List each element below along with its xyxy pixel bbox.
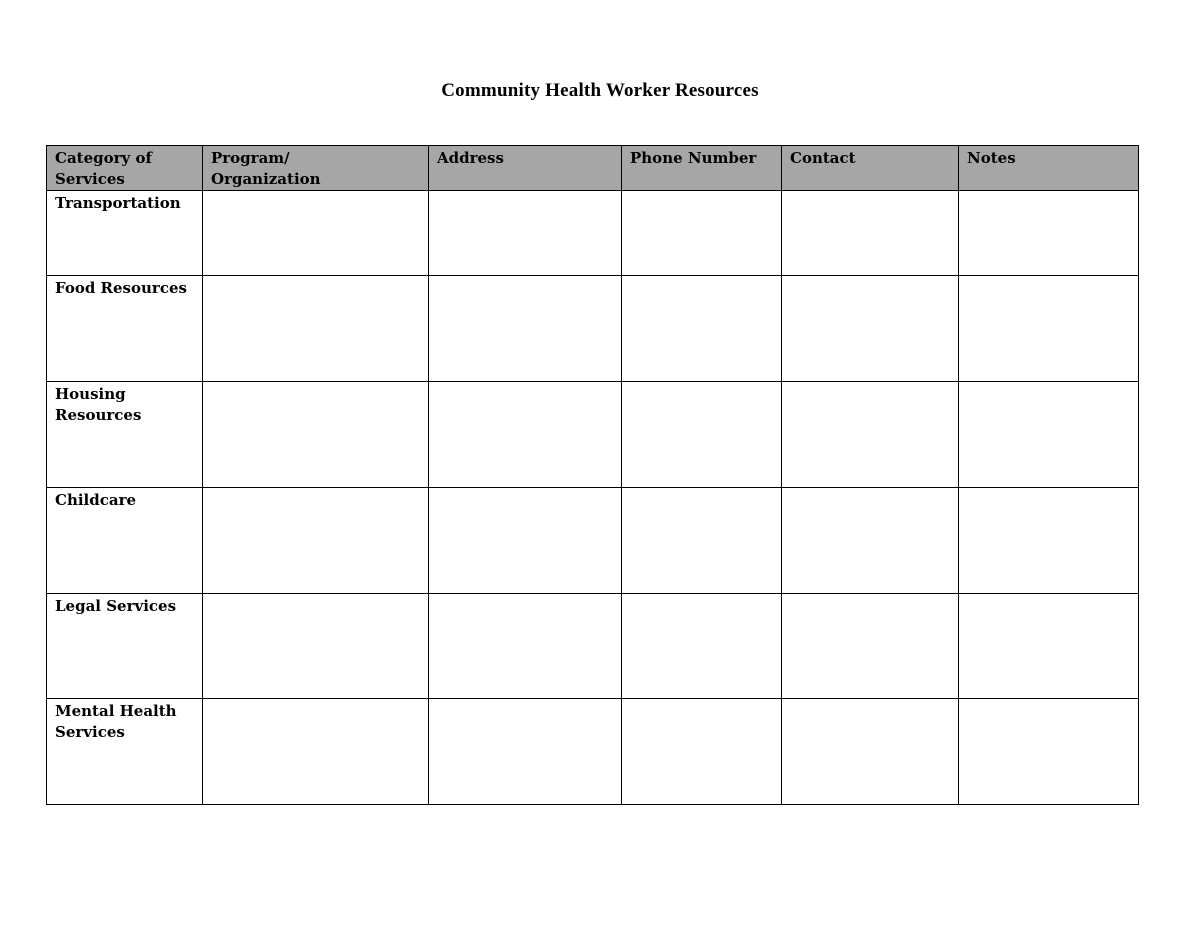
header-text-line: Address — [437, 149, 504, 167]
notes-cell[interactable] — [959, 488, 1139, 594]
table-row — [47, 191, 1139, 276]
contact-cell[interactable] — [782, 594, 959, 699]
header-text-line: Notes — [967, 149, 1016, 167]
header-address — [429, 146, 622, 191]
category-label: Legal Services — [55, 597, 177, 615]
phone-cell[interactable] — [622, 191, 782, 276]
contact-cell[interactable] — [782, 699, 959, 805]
program-cell[interactable] — [203, 699, 429, 805]
program-cell[interactable] — [203, 191, 429, 276]
category-label: Mental Health — [55, 702, 177, 720]
header-text-line: Organization — [211, 170, 321, 188]
category-cell — [47, 594, 203, 699]
category-label: Childcare — [55, 491, 137, 509]
category-cell — [47, 276, 203, 382]
table-row — [47, 276, 1139, 382]
header-text-line: Category of — [55, 149, 152, 167]
table-header-row — [47, 146, 1139, 191]
table-row — [47, 699, 1139, 805]
contact-cell[interactable] — [782, 488, 959, 594]
category-cell — [47, 382, 203, 488]
table-row — [47, 382, 1139, 488]
header-phone-number — [622, 146, 782, 191]
address-cell[interactable] — [429, 382, 622, 488]
category-label-line2: Services — [55, 723, 125, 741]
resources-table — [46, 145, 1139, 805]
notes-cell[interactable] — [959, 594, 1139, 699]
address-cell[interactable] — [429, 276, 622, 382]
phone-cell[interactable] — [622, 699, 782, 805]
notes-cell[interactable] — [959, 191, 1139, 276]
category-cell — [47, 699, 203, 805]
program-cell[interactable] — [203, 488, 429, 594]
notes-cell[interactable] — [959, 699, 1139, 805]
notes-cell[interactable] — [959, 382, 1139, 488]
category-label: Transportation — [55, 194, 181, 212]
header-notes — [959, 146, 1139, 191]
header-text-line: Contact — [790, 149, 856, 167]
category-cell — [47, 191, 203, 276]
category-cell — [47, 488, 203, 594]
header-text-line: Program/ — [211, 149, 290, 167]
phone-cell[interactable] — [622, 276, 782, 382]
table-row — [47, 594, 1139, 699]
header-program-organization — [203, 146, 429, 191]
program-cell[interactable] — [203, 382, 429, 488]
category-label-line2: Resources — [55, 406, 142, 424]
header-text-line: Phone Number — [630, 149, 757, 167]
address-cell[interactable] — [429, 594, 622, 699]
phone-cell[interactable] — [622, 382, 782, 488]
program-cell[interactable] — [203, 276, 429, 382]
contact-cell[interactable] — [782, 191, 959, 276]
table-row — [47, 488, 1139, 594]
address-cell[interactable] — [429, 699, 622, 805]
category-label: Housing — [55, 385, 126, 403]
address-cell[interactable] — [429, 191, 622, 276]
contact-cell[interactable] — [782, 276, 959, 382]
phone-cell[interactable] — [622, 488, 782, 594]
notes-cell[interactable] — [959, 276, 1139, 382]
document-title: Community Health Worker Resources — [441, 80, 759, 101]
program-cell[interactable] — [203, 594, 429, 699]
header-contact — [782, 146, 959, 191]
phone-cell[interactable] — [622, 594, 782, 699]
header-category-of-services — [47, 146, 203, 191]
contact-cell[interactable] — [782, 382, 959, 488]
address-cell[interactable] — [429, 488, 622, 594]
category-label: Food Resources — [55, 279, 187, 297]
header-text-line: Services — [55, 170, 125, 188]
